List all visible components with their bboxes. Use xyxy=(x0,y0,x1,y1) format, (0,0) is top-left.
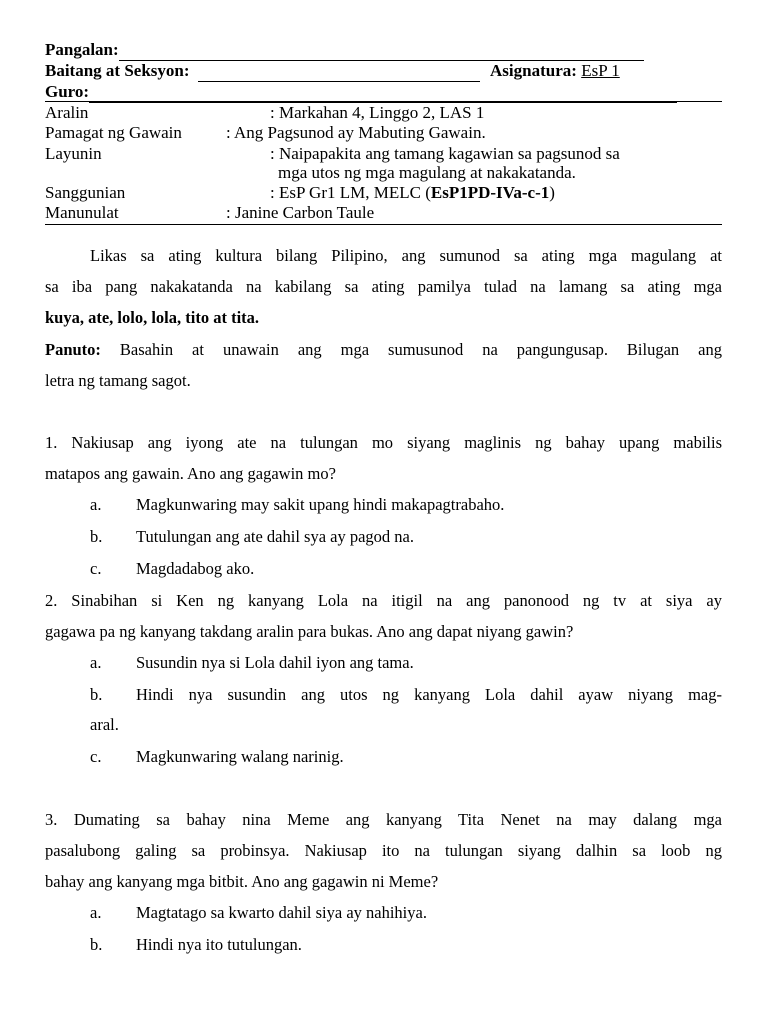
q2-option-a-letter[interactable]: a. xyxy=(90,653,102,672)
intro-line-2: sa iba pang nakakatanda na kabilang sa ating pamilya tulad na lamang sa ating mga xyxy=(45,277,722,296)
aralin-label: Aralin xyxy=(45,103,89,122)
panuto-line-1 xyxy=(45,340,722,360)
q2-option-b-letter[interactable]: b. xyxy=(90,685,103,704)
subject-value: EsP 1 xyxy=(581,61,620,80)
teacher-label: Guro: xyxy=(45,82,90,101)
q1-option-b-text: Tutulungan ang ate dahil sya ay pagod na. xyxy=(136,527,415,546)
question-1-line-2: matapos ang gawain. Ano ang gagawin mo? xyxy=(45,464,336,483)
panuto-line-2: letra ng tamang sagot. xyxy=(45,371,191,390)
sanggunian-label: Sanggunian xyxy=(45,183,126,202)
q1-option-c-letter[interactable]: c. xyxy=(90,559,102,578)
subject-label: Asignatura: xyxy=(490,61,577,80)
grade-section-label: Baitang at Seksyon: xyxy=(45,61,190,80)
q1-option-b-letter[interactable]: b. xyxy=(90,527,103,546)
grade-section-row xyxy=(45,61,620,82)
header-divider xyxy=(45,101,722,102)
question-3-line-1: 3. Dumating sa bahay nina Meme ang kanyang Tita Nenet na may dalang mga xyxy=(45,810,722,829)
layunin-value-1: : Naipapakita ang tamang kagawian sa pagsunod sa xyxy=(270,144,620,163)
q2-option-b-continuation: aral. xyxy=(90,715,119,734)
grade-section-blank[interactable] xyxy=(198,61,480,82)
sanggunian-prefix: : EsP Gr1 LM, MELC ( xyxy=(270,183,431,202)
question-2-line-2: gagawa pa ng kanyang takdang aralin para bukas. Ano ang dapat niyang gawin? xyxy=(45,622,574,641)
q3-option-b-letter[interactable]: b. xyxy=(90,935,103,954)
meta-divider xyxy=(45,224,722,225)
question-2-line-1: 2. Sinabihan si Ken ng kanyang Lola na itigil na ang panonood ng tv at siya ay xyxy=(45,591,722,610)
q3-option-b-text: Hindi nya ito tutulungan. xyxy=(136,935,302,954)
sanggunian-value xyxy=(270,183,555,203)
sanggunian-code: EsP1PD-IVa-c-1 xyxy=(430,183,550,202)
question-1-line-1: 1. Nakiusap ang iyong ate na tulungan mo siyang maglinis ng bahay upang mabilis xyxy=(45,433,722,452)
question-3-line-3: bahay ang kanyang mga bitbit. Ano ang gagawin ni Meme? xyxy=(45,872,439,891)
name-label: Pangalan: xyxy=(45,40,119,59)
name-blank[interactable] xyxy=(119,40,644,61)
q2-option-c-letter[interactable]: c. xyxy=(90,747,102,766)
q1-option-a-text: Magkunwaring may sakit upang hindi makapagtrabaho. xyxy=(136,495,505,514)
teacher-blank[interactable] xyxy=(89,82,677,103)
q1-option-c-text: Magdadabog ako. xyxy=(136,559,255,578)
q3-option-a-letter[interactable]: a. xyxy=(90,903,102,922)
pamagat-label: Pamagat ng Gawain xyxy=(45,123,182,142)
q2-option-c-text: Magkunwaring walang narinig. xyxy=(136,747,344,766)
panuto-label: Panuto: xyxy=(45,340,101,359)
intro-line-1: Likas sa ating kultura bilang Pilipino, ang sumunod sa ating mga magulang at xyxy=(90,246,722,265)
sanggunian-suffix: ) xyxy=(549,183,555,202)
aralin-value: : Markahan 4, Linggo 2, LAS 1 xyxy=(270,103,485,122)
pamagat-value: : Ang Pagsunod ay Mabuting Gawain. xyxy=(226,123,486,142)
question-3-line-2: pasalubong galing sa probinsya. Nakiusap ito na tulungan siyang dalhin sa loob ng xyxy=(45,841,722,860)
manunulat-value: : Janine Carbon Taule xyxy=(226,203,375,222)
q1-option-a-letter[interactable]: a. xyxy=(90,495,102,514)
layunin-value-2: mga utos ng mga magulang at nakakatanda. xyxy=(278,163,576,182)
teacher-row xyxy=(45,82,677,103)
name-row xyxy=(45,40,644,61)
q3-option-a-text: Magtatago sa kwarto dahil siya ay nahihiya. xyxy=(136,903,427,922)
layunin-label: Layunin xyxy=(45,144,102,163)
intro-line-3: kuya, ate, lolo, lola, tito at tita. xyxy=(45,308,260,327)
q2-option-b-text: Hindi nya susundin ang utos ng kanyang Lola dahil ayaw niyang mag- xyxy=(136,685,722,704)
panuto-text-1: Basahin at unawain ang mga sumusunod na pangungusap. Bilugan ang xyxy=(100,340,722,359)
manunulat-label: Manunulat xyxy=(45,203,119,222)
q2-option-a-text: Susundin nya si Lola dahil iyon ang tama. xyxy=(136,653,414,672)
